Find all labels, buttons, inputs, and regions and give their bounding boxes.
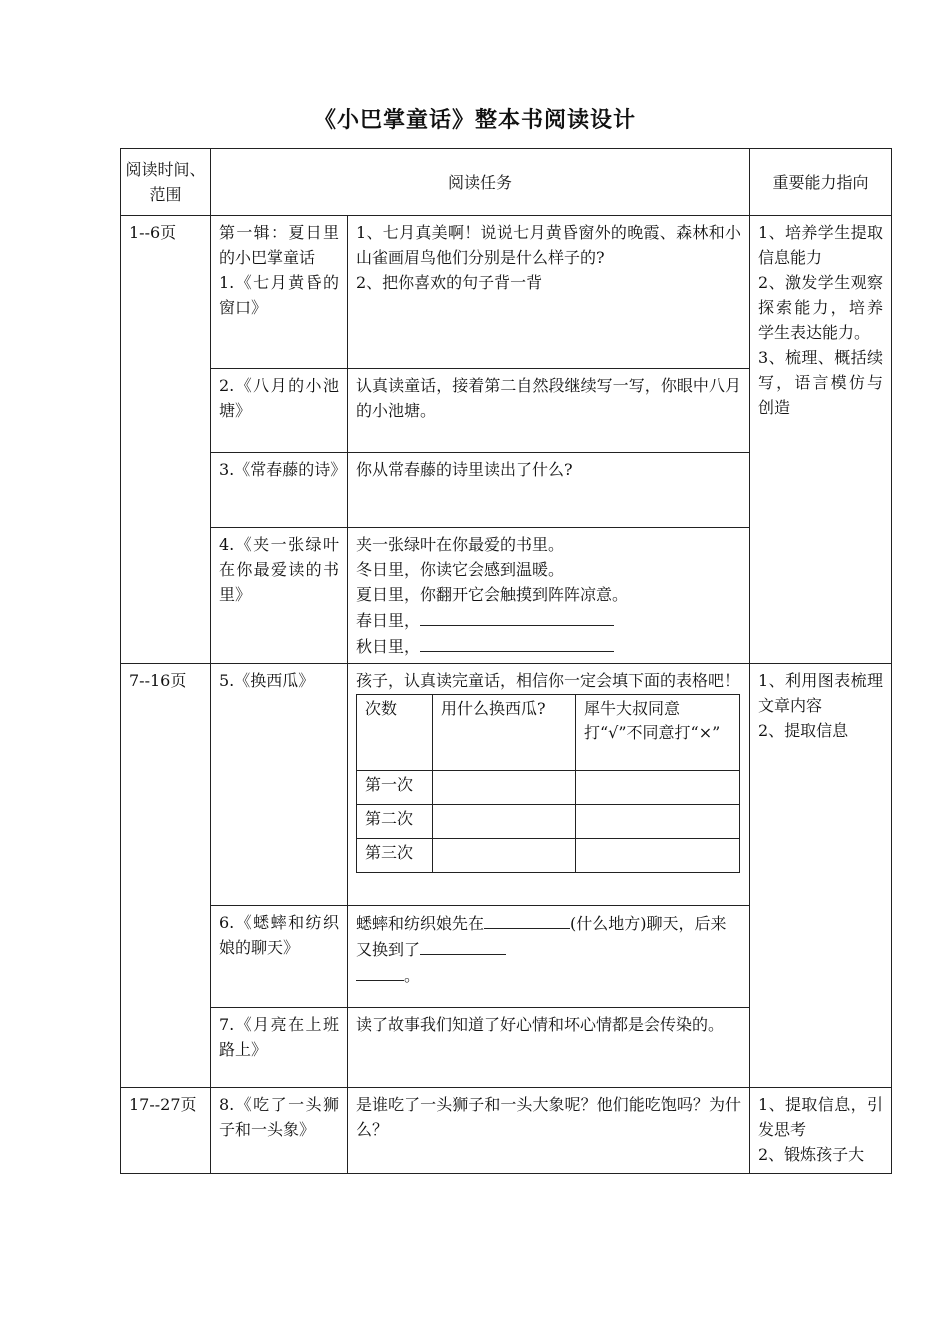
header-task: 阅读任务 (211, 149, 750, 216)
inner-row (357, 805, 740, 839)
empty-cell (433, 771, 576, 805)
story-title: 7.《月亮在上班路上》 (211, 1008, 348, 1088)
task-cell (348, 216, 750, 369)
task-cell: 是谁吃了一头狮子和一头大象呢？他们能吃饱吗？为什么？ (348, 1088, 750, 1174)
task-cell: 认真读童话，接着第二自然段继续写一写，你眼中八月的小池塘。 (348, 369, 750, 453)
task-cell: 你从常春藤的诗里读出了什么? (348, 453, 750, 528)
table-row (121, 216, 892, 369)
ability-line: 2、提取信息 (758, 721, 849, 740)
table-row (121, 664, 892, 906)
empty-cell (433, 839, 576, 873)
section-title: 第一辑：夏日里的小巴掌童话 (219, 223, 339, 267)
page-title: 《小巴掌童话》整本书阅读设计 (313, 107, 636, 133)
story-title: 5.《换西瓜》 (211, 664, 348, 906)
story-title: 4.《夹一张绿叶在你最爱读的书里》 (211, 528, 348, 664)
empty-cell (576, 771, 740, 805)
fill-blank (420, 607, 614, 626)
col-agree: 犀牛大叔同意打“√”不同意打“×” (576, 695, 740, 771)
task-line: 秋日里， (356, 637, 421, 656)
empty-cell (576, 805, 740, 839)
story-title: 1.《七月黄昏的窗口》 (219, 273, 339, 317)
task-text-b: (什么地方)聊天，后来又换到了 (356, 914, 727, 959)
col-count: 次数 (357, 695, 433, 771)
task-cell (348, 906, 750, 1008)
task-cell (348, 664, 750, 906)
inner-header-row (357, 695, 740, 771)
task-line: 1、七月真美啊！说说七月黄昏窗外的晚霞、森林和小山雀画眉鸟他们分别是什么样子的? (356, 223, 741, 267)
inner-row (357, 771, 740, 805)
empty-cell (433, 805, 576, 839)
ability-line: 1、利用图表梳理文章内容 (758, 671, 883, 715)
task-line: 2、把你喜欢的句子背一背 (356, 273, 543, 292)
task-cell: 读了故事我们知道了好心情和坏心情都是会传染的。 (348, 1008, 750, 1088)
fill-blank (356, 962, 404, 981)
task-line: 冬日里，你读它会感到温暖。 (356, 560, 565, 579)
ability-line: 2、锻炼孩子大 (758, 1145, 865, 1164)
fill-blank (484, 910, 570, 929)
task-line: 春日里， (356, 611, 421, 630)
pages-7-16: 7--16页 (121, 664, 211, 1088)
reading-plan-table (120, 148, 892, 1174)
table-row (121, 1088, 892, 1174)
row-label: 第三次 (357, 839, 433, 873)
ability-cell (750, 216, 892, 664)
header-ability: 重要能力指向 (750, 149, 892, 216)
ability-cell (750, 1088, 892, 1174)
story-title: 2.《八月的小池塘》 (211, 369, 348, 453)
row-label: 第一次 (357, 771, 433, 805)
ability-cell (750, 664, 892, 1088)
header-range: 阅读时间、范围 (121, 149, 211, 216)
fill-blank (420, 936, 506, 955)
ability-line: 1、提取信息，引发思考 (758, 1095, 883, 1139)
task-cell (348, 528, 750, 664)
empty-cell (576, 839, 740, 873)
task-line: 夹一张绿叶在你最爱的书里。 (356, 535, 565, 554)
ability-line: 3、梳理、概括续写，语言模仿与创造 (758, 348, 883, 417)
inner-row (357, 839, 740, 873)
ability-line: 1、培养学生提取信息能力 (758, 223, 883, 267)
pages-17-27: 17--27页 (121, 1088, 211, 1174)
story-title: 3.《常春藤的诗》 (211, 453, 348, 528)
story-cell (211, 216, 348, 369)
fill-blank (420, 633, 614, 652)
row-label: 第二次 (357, 805, 433, 839)
task-end: 。 (404, 966, 421, 985)
story-title: 6.《蟋蟀和纺织娘的聊天》 (211, 906, 348, 1008)
task-text: 孩子，认真读完童话，相信你一定会填下面的表格吧！ (356, 671, 741, 690)
task-line: 夏日里，你翻开它会触摸到阵阵凉意。 (356, 585, 629, 604)
pages-1-6: 1--6页 (121, 216, 211, 664)
task-text-a: 蟋蟀和纺织娘先在 (356, 914, 485, 933)
story-title: 8.《吃了一头狮子和一头象》 (211, 1088, 348, 1174)
header-row (121, 149, 892, 216)
swap-watermelon-table (356, 694, 740, 873)
ability-line: 2、激发学生观察探索能力，培养学生表达能力。 (758, 273, 883, 342)
col-what: 用什么换西瓜? (433, 695, 576, 771)
